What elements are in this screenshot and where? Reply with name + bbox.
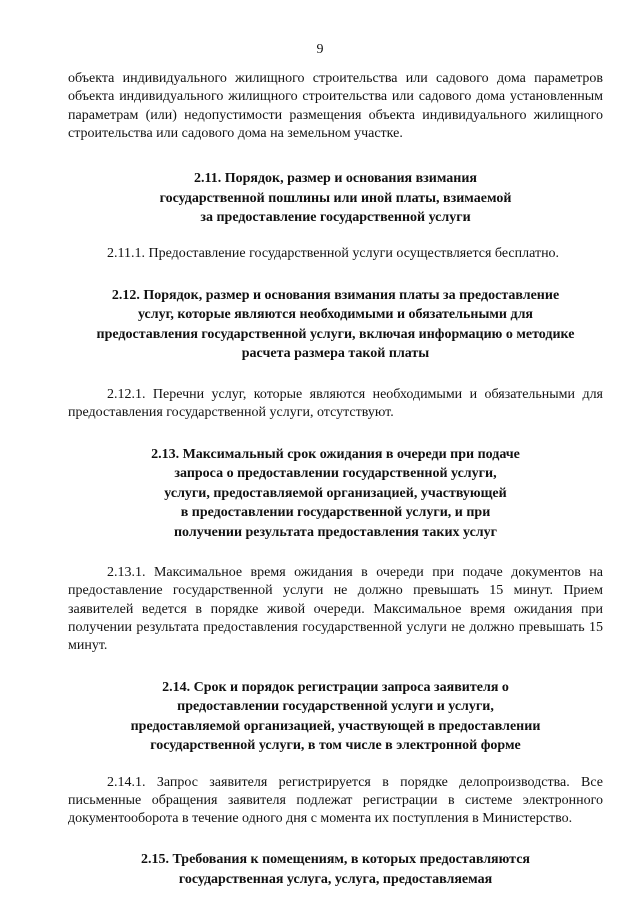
section-heading-2-11 (68, 169, 603, 228)
heading-line: 2.14. Срок и порядок регистрации запроса заявителя о (162, 679, 509, 695)
section-heading-2-12 (68, 286, 603, 364)
heading-line: 2.13. Максимальный срок ожидания в очереди при подаче (151, 446, 520, 462)
heading-line: государственная услуга, услуга, предоставляемая (178, 871, 493, 887)
section-body-2-13: 2.13.1. Максимальное время ожидания в очереди при подаче документов на предоставление государственной услуги не должно превышать 15 минут. Прием заявителей ведется в порядке живой очереди. Максимальное время ожидания при получении результата предоставления государственной услуги не должно превышать 15 минут. (68, 565, 603, 654)
section-heading-2-15 (68, 850, 603, 889)
section-body-2-11: 2.11.1. Предоставление государственной услуги осуществляется бесплатно. (107, 245, 560, 261)
section-heading-2-14 (68, 678, 603, 756)
heading-line: услуг, которые являются необходимыми и обязательными для (137, 307, 533, 323)
heading-line: 2.12. Порядок, размер и основания взимания платы за предоставление (111, 287, 560, 303)
heading-line: государственной услуги, в том числе в электронной форме (150, 738, 521, 754)
heading-line: в предоставлении государственной услуги, и при (180, 505, 491, 521)
heading-line: расчета размера такой платы (241, 346, 430, 362)
heading-line: государственной пошлины или иной платы, взимаемой (159, 190, 512, 206)
heading-line: получении результата предоставления таких услуг (173, 524, 498, 540)
section-body-2-14: 2.14.1. Запрос заявителя регистрируется в порядке делопроизводства. Все письменные обращения заявителя подлежат регистрации в системе электронного документооборота в течение одного дня с момента их поступления в Министерство. (68, 774, 603, 827)
intro-paragraph: объекта индивидуального жилищного строительства или садового дома параметров объекта индивидуального жилищного строительства или садового дома установленным параметрам (или) недопустимости размещения объекта индивидуального жилищного строительства или садового дома на земельном участке. (68, 71, 603, 141)
heading-line: услуги, предоставляемой организацией, участвующей (164, 485, 507, 501)
heading-line: предоставлении государственной услуги и услуги, (177, 699, 494, 715)
page-number: 9 (316, 42, 324, 57)
heading-line: 2.15. Требования к помещениям, в которых предоставляются (141, 852, 530, 868)
document-body (68, 70, 603, 889)
heading-line: запроса о предоставлении государственной услуги, (174, 466, 497, 482)
heading-line: 2.11. Порядок, размер и основания взимания (193, 171, 478, 187)
section-heading-2-13 (68, 445, 603, 543)
heading-line: предоставляемой организацией, участвующей в предоставлении (130, 718, 541, 734)
section-body-2-12: 2.12.1. Перечни услуг, которые являются необходимыми и обязательными для предоставления государственной услуги, отсутствуют. (68, 386, 603, 421)
heading-line: предоставления государственной услуги, включая информацию о методике (96, 326, 575, 342)
heading-line: за предоставление государственной услуги (200, 210, 471, 226)
